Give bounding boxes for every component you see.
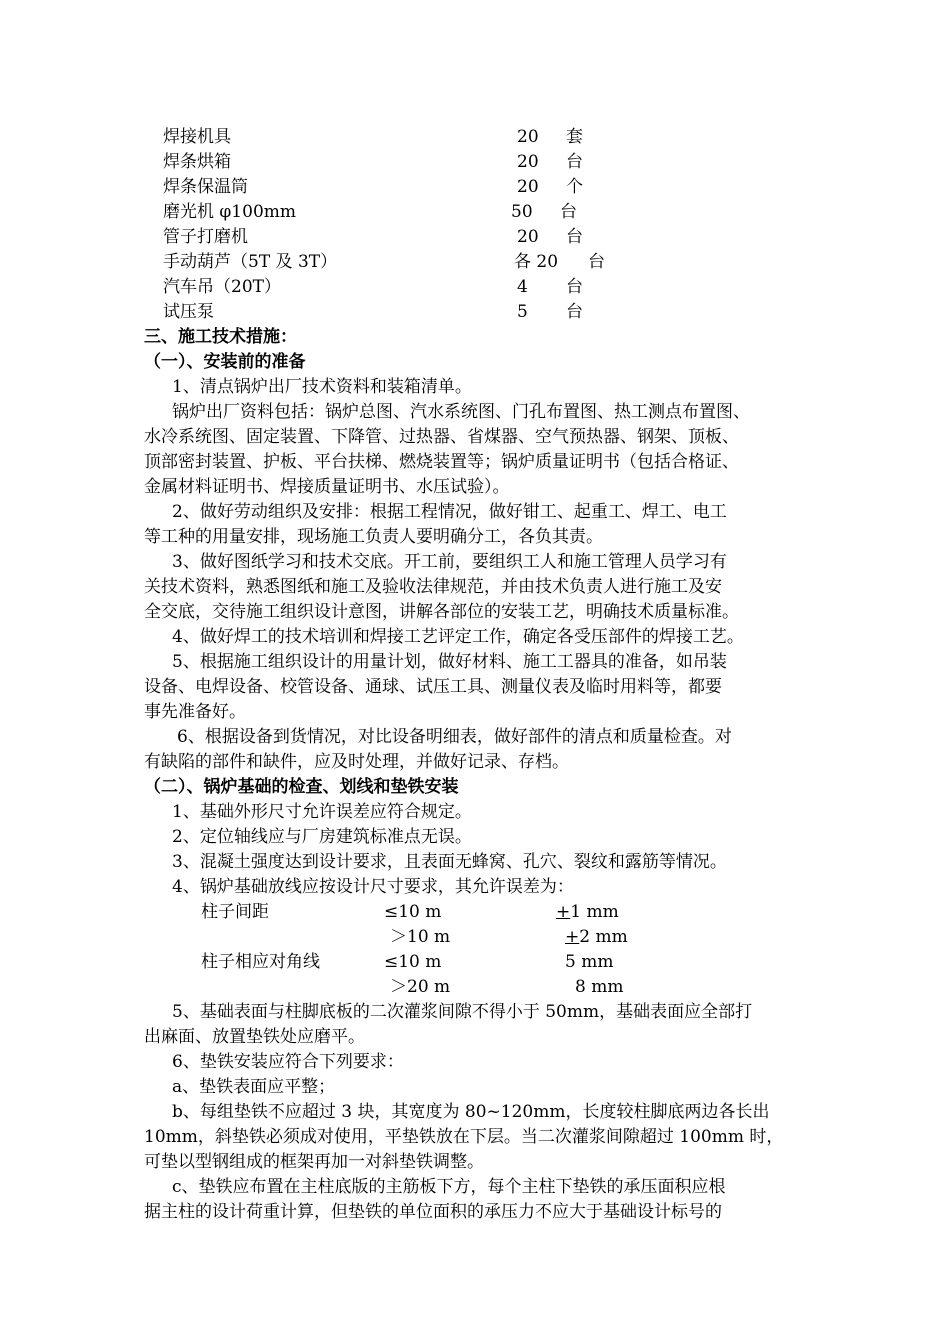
section-heading: 三、施工技术措施： [144,327,297,347]
paragraph-line: 锅炉出厂资料包括：锅炉总图、汽水系统图、门孔布置图、热工测点布置图、 [172,402,750,422]
paragraph-line: 2、定位轴线应与厂房建筑标准点无误。 [172,827,472,847]
paragraph-line: 4、锅炉基础放线应按设计尺寸要求，其允许误差为： [172,877,574,897]
equipment-qty: 5 [517,302,528,322]
plus-minus-sign: + [565,927,580,947]
tolerance-condition: ＞20 m [390,977,451,997]
tolerance-amount: 2 mm [579,927,628,947]
tolerance-amount: 1 mm [570,902,619,922]
paragraph-line: 6、垫铁安装应符合下列要求： [172,1052,404,1072]
paragraph-line: 有缺陷的部件和缺件，应及时处理，并做好记录、存档。 [144,752,569,772]
equipment-unit: 台 [566,277,583,297]
equipment-unit: 套 [566,127,583,147]
equipment-unit: 台 [588,252,605,272]
paragraph-line: 1、清点锅炉出厂技术资料和装箱清单。 [172,377,472,397]
paragraph-line: 全交底，交待施工组织设计意图，讲解各部位的安装工艺，明确技术质量标准。 [144,602,739,622]
paragraph-line: 2、做好劳动组织及安排：根据工程情况，做好钳工、起重工、焊工、电工 [172,502,727,522]
paragraph-line: 据主柱的设计荷重计算，但垫铁的单位面积的承压力不应大于基础设计标号的 [144,1202,722,1222]
tolerance-condition: ≤10 m [384,902,442,922]
paragraph-line: b、每组垫铁不应超过 3 块，其宽度为 80~120mm，长度较柱脚底两边各长出 [172,1102,770,1122]
equipment-qty: 20 [517,127,539,147]
plus-minus-sign: + [556,902,571,922]
tolerance-item: 柱子间距 [201,902,269,922]
paragraph-line: 3、做好图纸学习和技术交底。开工前，要组织工人和施工管理人员学习有 [172,552,727,572]
paragraph-line: 等工种的用量安排，现场施工负责人要明确分工，各负其责。 [144,527,603,547]
equipment-name: 焊条烘箱 [163,152,231,172]
equipment-unit: 台 [560,202,577,222]
tolerance-value [575,977,623,997]
paragraph-line: 设备、电焊设备、校管设备、通球、试压工具、测量仪表及临时用料等，都要 [144,677,722,697]
equipment-unit: 台 [566,302,583,322]
paragraph-line: 出麻面、放置垫铁处应磨平。 [144,1027,365,1047]
equipment-name: 磨光机 φ100mm [163,202,296,222]
tolerance-value [556,902,619,922]
equipment-qty: 各 20 [514,252,559,272]
paragraph-line: 水冷系统图、固定装置、下降管、过热器、省煤器、空气预热器、钢架、顶板、 [144,427,739,447]
equipment-name: 焊条保温筒 [163,177,248,197]
tolerance-condition: ≤10 m [384,952,442,972]
equipment-unit: 个 [566,177,583,197]
paragraph-line: 可垫以型钢组成的框架再加一对斜垫铁调整。 [144,1152,484,1172]
tolerance-item: 柱子相应对角线 [201,952,320,972]
tolerance-value [565,927,628,947]
paragraph-line: 10mm，斜垫铁必须成对使用，平垫铁放在下层。当二次灌浆间隙超过 100mm 时， [144,1127,784,1147]
equipment-name: 手动葫芦（5T 及 3T） [163,252,338,272]
paragraph-line: 5、基础表面与柱脚底板的二次灌浆间隙不得小于 50mm，基础表面应全部打 [172,1002,753,1022]
paragraph-line: 6、根据设备到货情况，对比设备明细表，做好部件的清点和质量检查。对 [177,727,732,747]
paragraph-line: c、垫铁应布置在主柱底版的主筋板下方，每个主柱下垫铁的承压面积应根 [172,1177,726,1197]
subsection-heading: （一）、安装前的准备 [144,352,306,372]
equipment-name: 汽车吊（20T） [163,277,281,297]
subsection-heading: （二）、锅炉基础的检查、划线和垫铁安装 [144,777,459,797]
paragraph-line: 1、基础外形尺寸允许误差应符合规定。 [172,802,472,822]
paragraph-line: 关技术资料，熟悉图纸和施工及验收法律规范，并由技术负责人进行施工及安 [144,577,722,597]
tolerance-condition: ＞10 m [390,927,451,947]
tolerance-amount: 5 mm [565,952,614,972]
paragraph-line: 事先准备好。 [144,702,246,722]
equipment-qty: 50 [511,202,533,222]
equipment-qty: 20 [517,152,539,172]
paragraph-line: 顶部密封装置、护板、平台扶梯、燃烧装置等；锅炉质量证明书（包括合格证、 [144,452,739,472]
paragraph-line: 4、做好焊工的技术培训和焊接工艺评定工作，确定各受压部件的焊接工艺。 [172,627,744,647]
paragraph-line: 金属材料证明书、焊接质量证明书、水压试验）。 [144,477,510,497]
paragraph-line: 3、混凝土强度达到设计要求，且表面无蜂窝、孔穴、裂纹和露筋等情况。 [172,852,727,872]
equipment-name: 管子打磨机 [163,227,248,247]
equipment-name: 试压泵 [163,302,214,322]
equipment-qty: 4 [517,277,528,297]
tolerance-value [565,952,613,972]
equipment-unit: 台 [566,227,583,247]
equipment-unit: 台 [566,152,583,172]
equipment-qty: 20 [517,227,539,247]
paragraph-line: 5、根据施工组织设计的用量计划，做好材料、施工工器具的准备，如吊装 [172,652,727,672]
tolerance-amount: 8 mm [575,977,624,997]
equipment-qty: 20 [517,177,539,197]
equipment-name: 焊接机具 [163,127,231,147]
paragraph-line: a、垫铁表面应平整； [172,1077,336,1097]
